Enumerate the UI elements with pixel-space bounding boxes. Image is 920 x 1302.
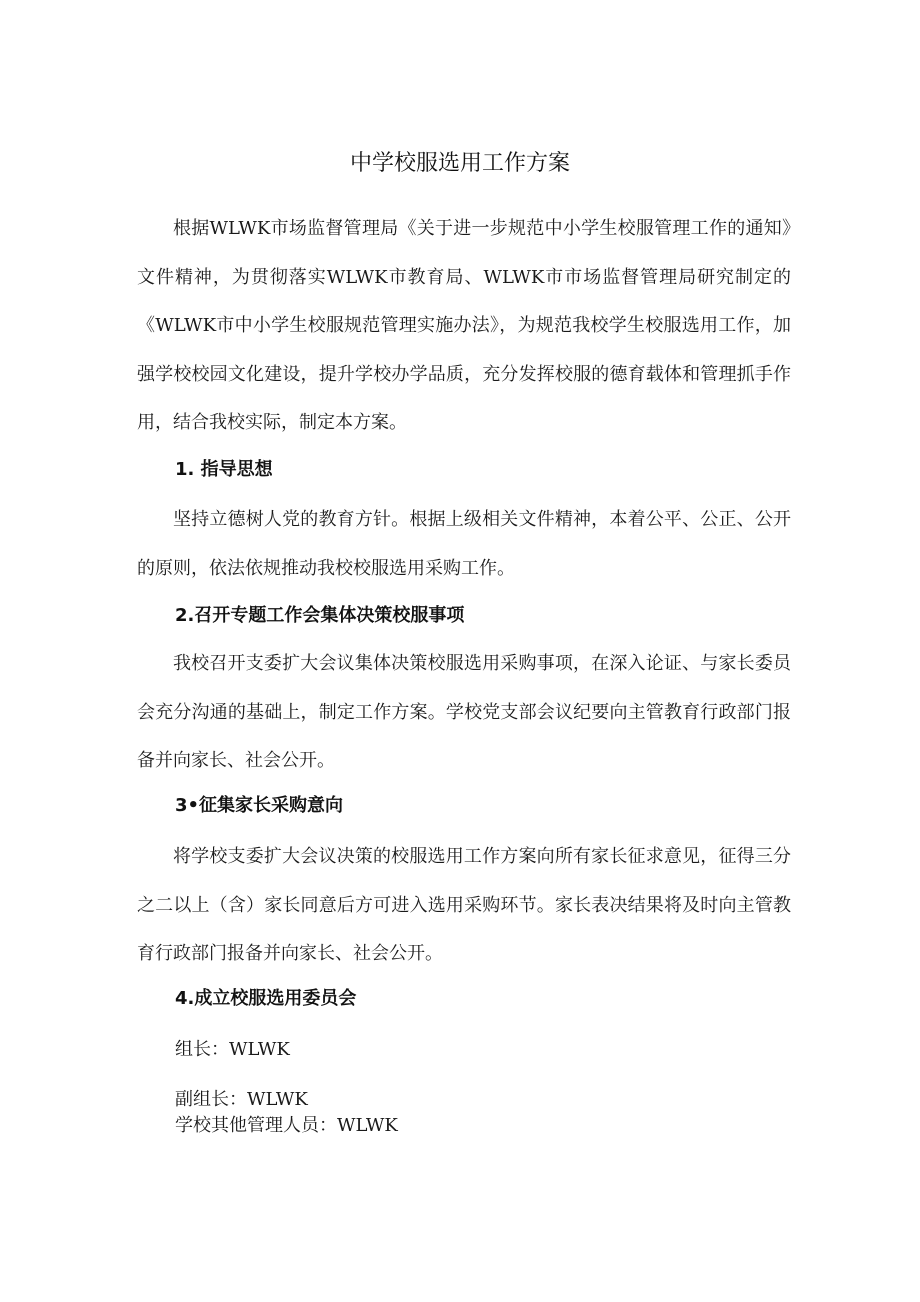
section-heading-4: 4.成立校服选用委员会 bbox=[175, 988, 357, 1009]
section-3-block bbox=[137, 833, 791, 979]
section-2-block bbox=[137, 640, 791, 786]
section-3-paragraph: 将学校支委扩大会议决策的校服选用工作方案向所有家长征求意见，征得三分之二以上（含）家长同意后方可进入选用采购环节。家长表决结果将及时向主管教育行政部门报备并向家长、社会公开。 bbox=[137, 846, 791, 965]
section-2-paragraph: 我校召开支委扩大会议集体决策校服选用采购事项，在深入论证、与家长委员会充分沟通的基础上，制定工作方案。学校党支部会议纪要向主管教育行政部门报备并向家长、社会公开。 bbox=[137, 653, 791, 772]
section-heading-2: 2.召开专题工作会集体决策校服事项 bbox=[175, 605, 465, 626]
document-title: 中学校服选用工作方案 bbox=[349, 151, 570, 176]
committee-member-others: 学校其他管理人员：WLWK bbox=[175, 1115, 398, 1136]
intro-paragraph-block bbox=[137, 205, 791, 448]
section-1-block bbox=[137, 496, 791, 593]
section-heading-1: 1. 指导思想 bbox=[175, 459, 273, 480]
section-1-paragraph: 坚持立德树人党的教育方针。根据上级相关文件精神，本着公平、公正、公开的原则，依法依规推动我校校服选用采购工作。 bbox=[137, 509, 791, 579]
intro-paragraph: 根据WLWK市场监督管理局《关于进一步规范中小学生校服管理工作的通知》文件精神，为贯彻落实WLWK市教育局、WLWK市市场监督管理局研究制定的《WLWK市中小学生校服规范管理实施办法》，为规范我校学生校服选用工作，加强学校校园文化建设，提升学校办学品质，充分发挥校服的德育载体和管理抓手作用，结合我校实际，制定本方案。 bbox=[137, 218, 791, 434]
committee-member-leader: 组长：WLWK bbox=[175, 1039, 290, 1060]
committee-member-deputy: 副组长：WLWK bbox=[175, 1089, 308, 1110]
section-heading-3: 3•征集家长采购意向 bbox=[175, 795, 344, 816]
